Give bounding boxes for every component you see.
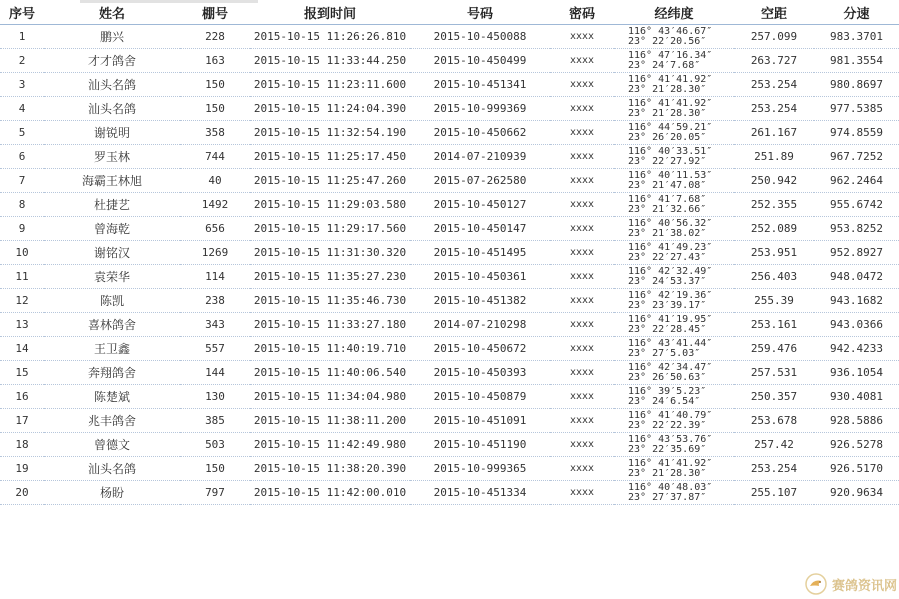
cell-ring: 2014-07-210939	[410, 145, 550, 169]
cell-latitude: 23° 27′5.03″	[628, 347, 701, 359]
cell-time: 2015-10-15 11:34:04.980	[250, 385, 410, 409]
cell-loft: 557	[180, 337, 250, 361]
cell-ring: 2015-10-451495	[410, 241, 550, 265]
cell-ring: 2015-07-262580	[410, 169, 550, 193]
cell-latitude: 23° 26′20.05″	[628, 131, 707, 143]
cell-code: xxxx	[550, 481, 614, 505]
cell-distance: 256.403	[734, 265, 814, 289]
table-row	[0, 457, 899, 481]
cell-distance: 251.89	[734, 145, 814, 169]
cell-ring: 2015-10-451382	[410, 289, 550, 313]
cell-rank: 19	[0, 457, 44, 481]
watermark-text: 赛鸽资讯网	[831, 578, 897, 594]
cell-distance: 252.089	[734, 217, 814, 241]
cell-code: xxxx	[550, 241, 614, 265]
cell-name: 汕头名鸽	[44, 457, 180, 481]
cell-coords	[614, 457, 734, 481]
table-row	[0, 337, 899, 361]
cell-latitude: 23° 21′32.66″	[628, 203, 707, 215]
cell-code: xxxx	[550, 25, 614, 49]
cell-latitude: 23° 21′28.30″	[628, 107, 707, 119]
cell-loft: 130	[180, 385, 250, 409]
cell-name: 杜捷艺	[44, 193, 180, 217]
table-row	[0, 433, 899, 457]
cell-time: 2015-10-15 11:25:17.450	[250, 145, 410, 169]
header-rank: 序号	[0, 0, 44, 25]
cell-name: 陈楚斌	[44, 385, 180, 409]
cell-latitude: 23° 22′20.56″	[628, 35, 707, 47]
cell-longitude: 116° 44′59.21″	[628, 121, 713, 133]
pigeon-logo-icon	[804, 573, 828, 595]
cell-ring: 2015-10-450672	[410, 337, 550, 361]
cell-longitude: 116° 47′16.34″	[628, 49, 713, 61]
cell-distance: 250.357	[734, 385, 814, 409]
cell-time: 2015-10-15 11:29:17.560	[250, 217, 410, 241]
cell-distance: 253.678	[734, 409, 814, 433]
cell-code: xxxx	[550, 409, 614, 433]
cell-name: 海霸王林旭	[44, 169, 180, 193]
header-ring: 号码	[410, 0, 550, 25]
cell-coords	[614, 97, 734, 121]
cell-rank: 4	[0, 97, 44, 121]
cell-speed: 981.3554	[814, 49, 899, 73]
cell-name: 谢锐明	[44, 121, 180, 145]
cell-ring: 2015-10-999365	[410, 457, 550, 481]
cell-code: xxxx	[550, 289, 614, 313]
cell-code: xxxx	[550, 49, 614, 73]
cell-longitude: 116° 41′49.23″	[628, 241, 713, 253]
cell-distance: 263.727	[734, 49, 814, 73]
cell-coords	[614, 385, 734, 409]
table-row	[0, 49, 899, 73]
cell-distance: 253.951	[734, 241, 814, 265]
cell-loft: 150	[180, 97, 250, 121]
header-time: 报到时间	[250, 0, 410, 25]
cell-time: 2015-10-15 11:33:44.250	[250, 49, 410, 73]
cell-loft: 144	[180, 361, 250, 385]
cell-code: xxxx	[550, 433, 614, 457]
cell-ring: 2015-10-450147	[410, 217, 550, 241]
cell-rank: 5	[0, 121, 44, 145]
table-row	[0, 241, 899, 265]
cell-time: 2015-10-15 11:40:06.540	[250, 361, 410, 385]
cell-time: 2015-10-15 11:26:26.810	[250, 25, 410, 49]
cell-code: xxxx	[550, 385, 614, 409]
cell-longitude: 116° 41′41.92″	[628, 97, 713, 109]
cell-latitude: 23° 22′27.43″	[628, 251, 707, 263]
cell-longitude: 116° 42′34.47″	[628, 361, 713, 373]
cell-coords	[614, 49, 734, 73]
cell-time: 2015-10-15 11:42:00.010	[250, 481, 410, 505]
cell-coords	[614, 169, 734, 193]
cell-longitude: 116° 40′48.03″	[628, 481, 713, 493]
cell-rank: 15	[0, 361, 44, 385]
table-row	[0, 121, 899, 145]
cell-name: 汕头名鸽	[44, 97, 180, 121]
cell-distance: 250.942	[734, 169, 814, 193]
cell-ring: 2015-10-450393	[410, 361, 550, 385]
cell-name: 才才鸽舍	[44, 49, 180, 73]
cell-speed: 948.0472	[814, 265, 899, 289]
cell-latitude: 23° 22′22.39″	[628, 419, 707, 431]
cell-name: 陈凯	[44, 289, 180, 313]
cell-distance: 253.254	[734, 73, 814, 97]
cell-ring: 2015-10-450127	[410, 193, 550, 217]
table-row	[0, 481, 899, 505]
cell-ring: 2015-10-451341	[410, 73, 550, 97]
cell-coords	[614, 481, 734, 505]
table-row	[0, 289, 899, 313]
site-watermark	[785, 571, 897, 597]
cell-code: xxxx	[550, 265, 614, 289]
cell-speed: 953.8252	[814, 217, 899, 241]
cell-time: 2015-10-15 11:33:27.180	[250, 313, 410, 337]
cell-loft: 40	[180, 169, 250, 193]
cell-code: xxxx	[550, 73, 614, 97]
cell-time: 2015-10-15 11:23:11.600	[250, 73, 410, 97]
cell-name: 曾海乾	[44, 217, 180, 241]
cell-ring: 2015-10-451334	[410, 481, 550, 505]
cell-ring: 2015-10-450361	[410, 265, 550, 289]
cell-time: 2015-10-15 11:32:54.190	[250, 121, 410, 145]
cell-distance: 255.107	[734, 481, 814, 505]
cell-time: 2015-10-15 11:35:27.230	[250, 265, 410, 289]
cell-coords	[614, 409, 734, 433]
cell-latitude: 23° 24′53.37″	[628, 275, 707, 287]
cell-distance: 253.254	[734, 97, 814, 121]
cell-distance: 261.167	[734, 121, 814, 145]
cell-coords	[614, 145, 734, 169]
cell-speed: 926.5170	[814, 457, 899, 481]
cell-speed: 936.1054	[814, 361, 899, 385]
cell-coords	[614, 337, 734, 361]
cell-name: 罗玉林	[44, 145, 180, 169]
cell-name: 曾德文	[44, 433, 180, 457]
cell-latitude: 23° 21′28.30″	[628, 467, 707, 479]
table-row	[0, 25, 899, 49]
cell-latitude: 23° 26′50.63″	[628, 371, 707, 383]
cell-rank: 16	[0, 385, 44, 409]
cell-ring: 2015-10-451190	[410, 433, 550, 457]
cell-code: xxxx	[550, 121, 614, 145]
cell-longitude: 116° 41′7.68″	[628, 193, 707, 205]
cell-rank: 18	[0, 433, 44, 457]
cell-distance: 255.39	[734, 289, 814, 313]
cell-longitude: 116° 43′46.67″	[628, 25, 713, 37]
header-distance: 空距	[734, 0, 814, 25]
table-row	[0, 169, 899, 193]
cell-coords	[614, 193, 734, 217]
cell-longitude: 116° 40′56.32″	[628, 217, 713, 229]
cell-loft: 150	[180, 457, 250, 481]
cell-longitude: 116° 41′41.92″	[628, 457, 713, 469]
cell-longitude: 116° 40′11.53″	[628, 169, 713, 181]
cell-latitude: 23° 21′47.08″	[628, 179, 707, 191]
cell-coords	[614, 313, 734, 337]
cell-loft: 238	[180, 289, 250, 313]
cell-latitude: 23° 27′37.87″	[628, 491, 707, 503]
cell-code: xxxx	[550, 97, 614, 121]
table-row	[0, 193, 899, 217]
cell-latitude: 23° 21′28.30″	[628, 83, 707, 95]
cell-distance: 257.42	[734, 433, 814, 457]
cell-coords	[614, 361, 734, 385]
cell-loft: 1492	[180, 193, 250, 217]
cell-rank: 6	[0, 145, 44, 169]
cell-distance: 257.531	[734, 361, 814, 385]
cell-speed: 980.8697	[814, 73, 899, 97]
cell-code: xxxx	[550, 169, 614, 193]
cell-longitude: 116° 42′19.36″	[628, 289, 713, 301]
cell-name: 兆丰鸽舍	[44, 409, 180, 433]
cell-ring: 2015-10-450499	[410, 49, 550, 73]
cell-coords	[614, 121, 734, 145]
table-row	[0, 409, 899, 433]
header-coords: 经纬度	[614, 0, 734, 25]
cell-loft: 503	[180, 433, 250, 457]
cell-speed: 955.6742	[814, 193, 899, 217]
header-row	[0, 0, 899, 25]
cell-ring: 2015-10-450879	[410, 385, 550, 409]
cell-longitude: 116° 39′5.23″	[628, 385, 707, 397]
table-row	[0, 361, 899, 385]
cell-loft: 1269	[180, 241, 250, 265]
cell-name: 袁荣华	[44, 265, 180, 289]
cell-name: 汕头名鸽	[44, 73, 180, 97]
table-row	[0, 217, 899, 241]
cell-speed: 928.5886	[814, 409, 899, 433]
cell-longitude: 116° 40′33.51″	[628, 145, 713, 157]
cell-code: xxxx	[550, 217, 614, 241]
cell-loft: 114	[180, 265, 250, 289]
cell-loft: 358	[180, 121, 250, 145]
cell-time: 2015-10-15 11:40:19.710	[250, 337, 410, 361]
cell-speed: 962.2464	[814, 169, 899, 193]
table-row	[0, 385, 899, 409]
cell-speed: 920.9634	[814, 481, 899, 505]
header-name: 姓名	[44, 0, 180, 25]
cell-loft: 228	[180, 25, 250, 49]
cell-rank: 2	[0, 49, 44, 73]
cell-rank: 11	[0, 265, 44, 289]
cell-speed: 930.4081	[814, 385, 899, 409]
cell-loft: 797	[180, 481, 250, 505]
cell-loft: 343	[180, 313, 250, 337]
cell-speed: 942.4233	[814, 337, 899, 361]
cell-longitude: 116° 41′40.79″	[628, 409, 713, 421]
header-loft: 棚号	[180, 0, 250, 25]
cell-coords	[614, 241, 734, 265]
cell-coords	[614, 289, 734, 313]
table-row	[0, 73, 899, 97]
cell-time: 2015-10-15 11:42:49.980	[250, 433, 410, 457]
cell-coords	[614, 25, 734, 49]
header-speed: 分速	[814, 0, 899, 25]
cell-speed: 926.5278	[814, 433, 899, 457]
cell-latitude: 23° 22′27.92″	[628, 155, 707, 167]
cell-rank: 7	[0, 169, 44, 193]
cell-latitude: 23° 22′28.45″	[628, 323, 707, 335]
cell-name: 喜林鸽舍	[44, 313, 180, 337]
cell-code: xxxx	[550, 361, 614, 385]
cell-time: 2015-10-15 11:25:47.260	[250, 169, 410, 193]
cell-speed: 974.8559	[814, 121, 899, 145]
cell-speed: 952.8927	[814, 241, 899, 265]
cell-ring: 2014-07-210298	[410, 313, 550, 337]
cell-time: 2015-10-15 11:38:11.200	[250, 409, 410, 433]
cell-name: 谢铭汉	[44, 241, 180, 265]
cell-speed: 943.0366	[814, 313, 899, 337]
cell-rank: 1	[0, 25, 44, 49]
table-row	[0, 97, 899, 121]
cell-longitude: 116° 41′19.95″	[628, 313, 713, 325]
cell-rank: 9	[0, 217, 44, 241]
cell-code: xxxx	[550, 145, 614, 169]
cell-latitude: 23° 24′7.68″	[628, 59, 701, 71]
cell-name: 王卫鑫	[44, 337, 180, 361]
cell-ring: 2015-10-450088	[410, 25, 550, 49]
cell-loft: 744	[180, 145, 250, 169]
cell-coords	[614, 265, 734, 289]
cell-code: xxxx	[550, 313, 614, 337]
cell-rank: 13	[0, 313, 44, 337]
cell-name: 奔翔鸽舍	[44, 361, 180, 385]
cell-time: 2015-10-15 11:38:20.390	[250, 457, 410, 481]
cell-time: 2015-10-15 11:24:04.390	[250, 97, 410, 121]
cell-longitude: 116° 41′41.92″	[628, 73, 713, 85]
cell-name: 鹏兴	[44, 25, 180, 49]
cell-longitude: 116° 43′41.44″	[628, 337, 713, 349]
cell-name: 杨盼	[44, 481, 180, 505]
cell-rank: 8	[0, 193, 44, 217]
cell-latitude: 23° 23′39.17″	[628, 299, 707, 311]
cell-coords	[614, 73, 734, 97]
cell-loft: 385	[180, 409, 250, 433]
cell-code: xxxx	[550, 193, 614, 217]
cell-time: 2015-10-15 11:31:30.320	[250, 241, 410, 265]
cell-speed: 943.1682	[814, 289, 899, 313]
cell-rank: 12	[0, 289, 44, 313]
cell-loft: 150	[180, 73, 250, 97]
cell-distance: 252.355	[734, 193, 814, 217]
cell-code: xxxx	[550, 337, 614, 361]
cell-longitude: 116° 43′53.76″	[628, 433, 713, 445]
table-row	[0, 265, 899, 289]
cell-latitude: 23° 21′38.02″	[628, 227, 707, 239]
table-row	[0, 313, 899, 337]
cell-distance: 253.161	[734, 313, 814, 337]
cell-ring: 2015-10-451091	[410, 409, 550, 433]
cell-rank: 20	[0, 481, 44, 505]
cell-distance: 253.254	[734, 457, 814, 481]
cell-time: 2015-10-15 11:29:03.580	[250, 193, 410, 217]
cell-rank: 3	[0, 73, 44, 97]
cell-distance: 257.099	[734, 25, 814, 49]
cell-coords	[614, 217, 734, 241]
cell-latitude: 23° 24′6.54″	[628, 395, 701, 407]
cell-rank: 17	[0, 409, 44, 433]
cell-speed: 967.7252	[814, 145, 899, 169]
cell-distance: 259.476	[734, 337, 814, 361]
header-code: 密码	[550, 0, 614, 25]
cell-ring: 2015-10-450662	[410, 121, 550, 145]
cell-speed: 983.3701	[814, 25, 899, 49]
cell-speed: 977.5385	[814, 97, 899, 121]
cell-ring: 2015-10-999369	[410, 97, 550, 121]
results-body	[0, 25, 899, 505]
cell-loft: 656	[180, 217, 250, 241]
cell-loft: 163	[180, 49, 250, 73]
cell-rank: 10	[0, 241, 44, 265]
cell-time: 2015-10-15 11:35:46.730	[250, 289, 410, 313]
cell-coords	[614, 433, 734, 457]
cell-rank: 14	[0, 337, 44, 361]
cell-code: xxxx	[550, 457, 614, 481]
table-row	[0, 145, 899, 169]
cell-latitude: 23° 22′35.69″	[628, 443, 707, 455]
cell-longitude: 116° 42′32.49″	[628, 265, 713, 277]
